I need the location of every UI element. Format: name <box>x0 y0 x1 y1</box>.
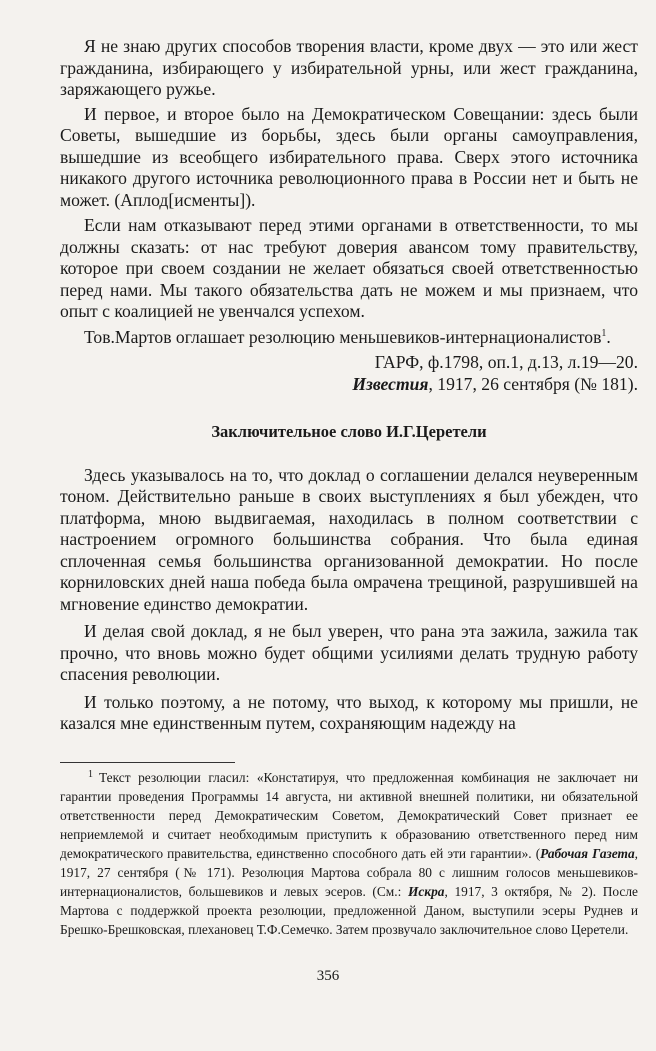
footnote-text <box>60 768 638 939</box>
paragraph-end: . <box>606 326 611 347</box>
paragraph <box>60 327 638 349</box>
paragraph: Я не знаю других способов творения власти, кроме двух — это или жест гражданина, избирающего у избирательной урны, или жест гражданина, заряжающего ружье. <box>60 36 638 99</box>
footnote-part: , 1917, 27 сентября (№ 171). Резолюция Мартова собрала 80 с лишним голосов меньшевиков-интернационалистов, большевиков и левых эсеров. (См.: <box>60 846 638 899</box>
footnote <box>60 768 638 939</box>
main-text <box>60 36 638 741</box>
footnote-divider <box>60 762 235 763</box>
paragraph: И делая свой доклад, я не был уверен, что рана эта зажила, зажила так прочно, что вновь можно будет общими усилиями делать трудную работу спасения революции. <box>60 621 638 684</box>
paragraph: Здесь указывалось на то, что доклад о соглашении делался неуверенным тоном. Действительно раньше в своих выступлениях я был убежден, что платформа, мною выдвигаемая, находилась в полном соответствии с настроением огромного большинства собрания. Что была единая сплоченная семья большинства организованной демократии. Но после корниловских дней наша победа была омрачена трещиной, разрушившей на мгновение единство демократии. <box>60 464 638 614</box>
source-archive: ГАРФ, ф.1798, оп.1, д.13, л.19—20. <box>374 352 638 372</box>
paragraph-text: Тов.Мартов оглашает резолюцию меньшевиков-интернационалистов <box>84 326 602 347</box>
newspaper-name: Известия <box>352 373 429 394</box>
paragraph: И первое, и второе было на Демократическом Совещании: здесь были Советы, вышедшие из борьбы, здесь были органы самоуправления, вышедшие из всеобщего избирательного права. Сверх этого источника никакого другого источника революционного права в России нет и быть не может. (Аплод[исменты]). <box>60 103 638 210</box>
newspaper-details: , 1917, 26 сентября (№ 181). <box>428 373 638 394</box>
paragraph: И только поэтому, а не потому, что выход, к которому мы пришли, не казался мне единственным путем, сохраняющим надежду на <box>60 691 638 733</box>
footnote-mark: 1 <box>88 768 93 780</box>
speech-text <box>60 465 638 735</box>
footnote-ref: 1 <box>601 327 607 339</box>
newspaper-name: Рабочая Газета <box>540 846 635 861</box>
newspaper-name: Искра <box>407 884 445 899</box>
section-heading: Заключительное слово И.Г.Церетели <box>211 422 487 441</box>
footnote-part: , 1917, 3 октября, № 2). После Мартова с поддержкой проекта резолюции, предложенной Даном, выступили эсеры Руднев и Брешко-Брешковская, плехановец Т.Ф.Семечко. Затем прозвучало заключительное слово Церетели. <box>60 884 638 937</box>
footnote-part: Текст резолюции гласил: «Констатируя, что предложенная комбинация не заключает ни гарантии проведения Программы 14 августа, ни активной внешней политики, ни обязательной ответственности перед Демократическим Советом, Демократический Совет признает ее неприемлемой и считает необходимым приступить к образованию ответственного перед ним демократического правительства, единственно способного дать ей эти гарантии». ( <box>60 770 638 861</box>
page-number: 356 <box>316 968 340 984</box>
paragraph: Если нам отказывают перед этими органами в ответственности, то мы должны сказать: от нас требуют доверия авансом тому правительству, которое при своем создании не желает обязаться своей ответственностью перед нами. Мы такого обязательства дать не можем и мы признаем, что опыт с коалицией не увенчался успехом. <box>60 215 638 321</box>
source-newspaper <box>60 374 638 396</box>
